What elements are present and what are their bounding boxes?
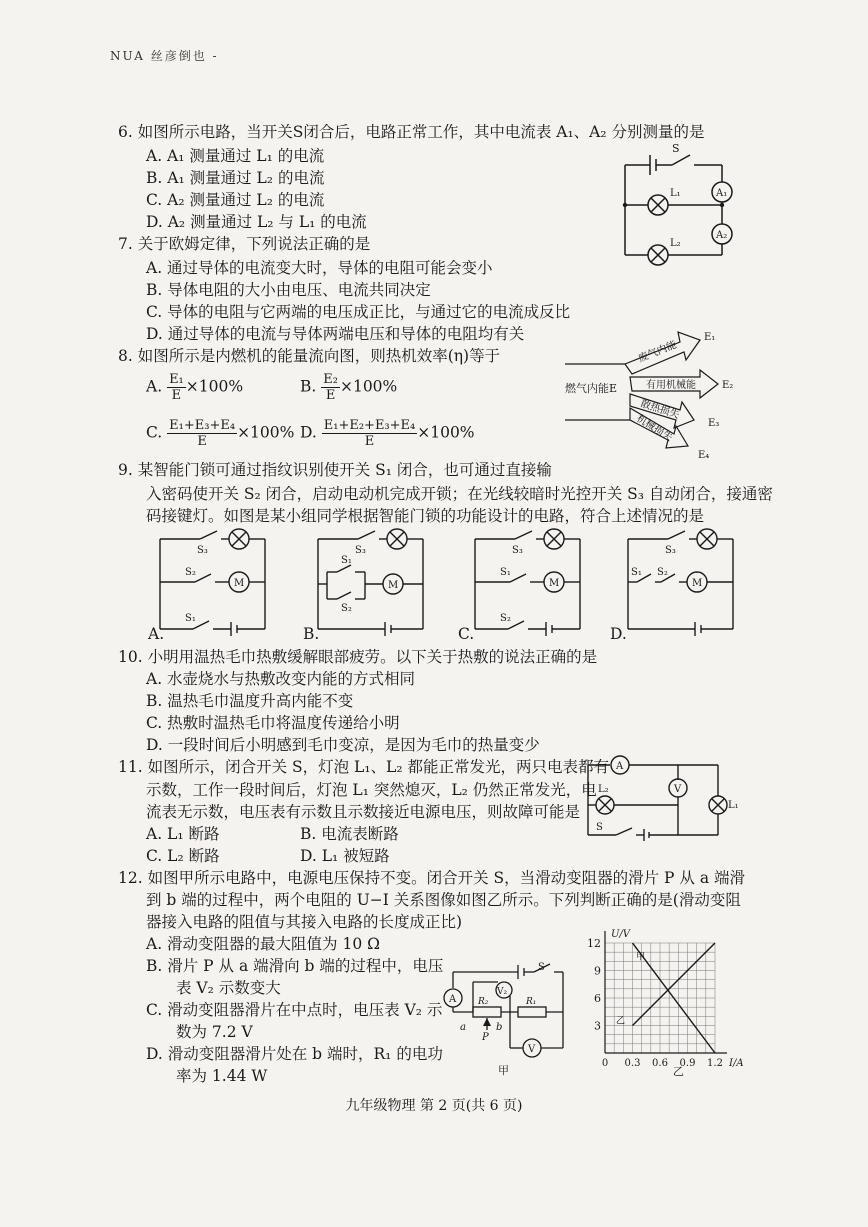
q6-fig-a1-label: A₁ xyxy=(716,188,728,199)
q10-option-d: D. 一段时间后小明感到毛巾变凉，是因为毛巾的热量变少 xyxy=(146,736,540,754)
q8-a-label: A. xyxy=(146,377,163,396)
q11-line1: 11. 如图所示，闭合开关 S，灯泡 L₁、L₂ 都能正常发光，两只电表都有 xyxy=(118,758,609,776)
q11-fig-ammeter: A xyxy=(616,761,624,772)
q12-option-d-line2: 率为 1.44 W xyxy=(176,1067,268,1085)
q8-fig-e3: E₃ xyxy=(708,418,720,429)
q12-option-d-line1: D. 滑动变阻器滑片处在 b 端时，R₁ 的电功 xyxy=(146,1045,443,1063)
x-tick-label: 0 xyxy=(601,1058,609,1069)
q9-option-b-label: B. xyxy=(303,625,320,643)
x-tick-label: 1.2 xyxy=(707,1058,723,1069)
q9-circuit-c xyxy=(460,527,590,642)
q11-line2: 示数，工作一段时间后，灯泡 L₁ 突然熄灭，L₂ 仍然正常发光，电 xyxy=(146,781,597,799)
q7-option-a: A. 通过导体的电流变大时，导体的电阻可能会变小 xyxy=(146,259,493,277)
q8-c-tail: ×100% xyxy=(237,423,295,442)
q11-fig-l1: L₁ xyxy=(728,800,739,811)
q12-option-a: A. 滑动变阻器的最大阻值为 10 Ω xyxy=(146,935,380,953)
q12-line3: 器接入电路的阻值与其接入电路的长度成正比) xyxy=(146,913,463,931)
q9c-s1: S₁ xyxy=(500,567,511,578)
q6-fig-a2-label: A₂ xyxy=(716,230,728,241)
q8-c-fraction xyxy=(167,418,237,449)
q12-jia-s: S xyxy=(538,962,545,973)
q8-d-label: D. xyxy=(300,423,317,442)
q12-jia-caption: 甲 xyxy=(498,1064,509,1077)
q8-a-fraction xyxy=(167,372,186,403)
q8-fig-source: 燃气内能E xyxy=(565,382,618,395)
q8-d-num: E₁+E₂+E₃+E₄ xyxy=(323,418,416,433)
q8-stem: 8. 如图所示是内燃机的能量流向图，则热机效率(η)等于 xyxy=(118,347,501,365)
q9b-s3: S₃ xyxy=(355,545,366,556)
q11-option-a: A. L₁ 断路 xyxy=(146,825,220,843)
page-footer: 九年级物理 第 2 页(共 6 页) xyxy=(345,1098,523,1114)
q12-line2: 到 b 端的过程中，两个电阻的 U−I 关系图像如图乙所示。下列判断正确的是(滑动变阻 xyxy=(146,891,741,909)
q9c-s2: S₂ xyxy=(500,613,511,624)
q8-b-num: E₂ xyxy=(323,372,338,387)
q8-d-tail: ×100% xyxy=(417,423,475,442)
q9-option-c-label: C. xyxy=(458,625,475,643)
q10-option-c: C. 热敷时温热毛巾将温度传递给小明 xyxy=(146,714,400,732)
q7-stem: 7. 关于欧姆定律，下列说法正确的是 xyxy=(118,235,371,253)
q9c-motor: M xyxy=(549,578,560,589)
q8-option-a xyxy=(146,372,243,403)
q9b-motor: M xyxy=(388,580,399,591)
q9-circuit-d xyxy=(613,527,743,642)
q8-fig-e3-text: 散热损失 xyxy=(639,398,681,422)
y-tick-label: 12 xyxy=(587,937,601,950)
q9-line2: 入密码使开关 S₂ 闭合，启动电动机完成开锁；在光线较暗时光控开关 S₃ 自动闭合，接通密 xyxy=(146,485,773,503)
x-tick-label: 0.9 xyxy=(679,1058,696,1069)
series-label-yi: 乙 xyxy=(616,1016,626,1027)
q9-line3: 码接键灯。如图是某小组同学根据智能门锁的功能设计的电路，符合上述情况的是 xyxy=(146,507,705,525)
q8-a-num: E₁ xyxy=(169,372,184,387)
q9-option-d-label: D. xyxy=(610,625,627,643)
q9a-s2: S₂ xyxy=(185,567,196,578)
q11-circuit-diagram xyxy=(578,750,738,845)
q8-d-den: E xyxy=(364,434,375,449)
q9-option-a-label: A. xyxy=(148,625,165,643)
q9c-s3: S₃ xyxy=(512,545,523,556)
y-tick-label: 3 xyxy=(594,1019,601,1033)
q9b-s2: S₂ xyxy=(341,603,352,614)
q10-stem: 10. 小明用温热毛巾热敷缓解眼部疲劳。以下关于热敷的说法正确的是 xyxy=(118,648,598,666)
q10-option-a: A. 水壶烧水与热敷改变内能的方式相同 xyxy=(146,670,416,688)
q12-jia-v2: V₂ xyxy=(497,987,508,997)
q11-line3: 流表无示数，电压表有示数且示数接近电源电压，则故障可能是 xyxy=(146,803,581,821)
q11-fig-s: S xyxy=(596,822,603,833)
q12-jia-ammeter: A xyxy=(449,994,457,1005)
q9d-s3: S₃ xyxy=(665,545,676,556)
q11-fig-voltmeter: V xyxy=(674,784,682,795)
q8-b-label: B. xyxy=(300,377,317,396)
q12-circuit-jia xyxy=(438,960,568,1080)
q12-jia-b-end: b xyxy=(496,1022,503,1033)
q7-option-d: D. 通过导体的电流与导体两端电压和导体的电阻均有关 xyxy=(146,325,525,343)
q6-stem: 6. 如图所示电路，当开关S闭合后，电路正常工作，其中电流表 A₁、A₂ 分别测量的是 xyxy=(118,123,705,141)
q9a-motor: M xyxy=(234,578,245,589)
q8-d-fraction xyxy=(322,418,417,449)
q9a-s3: S₃ xyxy=(197,545,208,556)
q9d-motor: M xyxy=(692,578,703,589)
chart-labels xyxy=(587,929,744,1078)
q9d-s2: S₂ xyxy=(657,567,668,578)
q8-fig-e4: E₄ xyxy=(698,450,710,461)
q11-fig-l2: L₂ xyxy=(598,784,609,795)
q7-option-c: C. 导体的电阻与它两端的电压成正比，与通过它的电流成反比 xyxy=(146,303,571,321)
q6-option-d: D. A₂ 测量通过 L₂ 与 L₁ 的电流 xyxy=(146,213,367,231)
x-tick-label: 0.3 xyxy=(624,1058,641,1069)
y-tick-label: 9 xyxy=(594,964,601,978)
chart-caption: 乙 xyxy=(672,1065,684,1078)
y-axis-label: U/V xyxy=(611,929,631,940)
q10-option-b: B. 温热毛巾温度升高内能不变 xyxy=(146,692,354,710)
q12-jia-a-end: a xyxy=(460,1022,466,1033)
q12-option-c-line2: 数为 7.2 V xyxy=(176,1023,253,1041)
q12-option-b-line1: B. 滑片 P 从 a 端滑向 b 端的过程中，电压 xyxy=(146,957,444,975)
q6-fig-l2-label: L₂ xyxy=(670,238,681,249)
q12-chart-yi xyxy=(575,925,744,1078)
x-tick-label: 0.6 xyxy=(652,1058,668,1069)
q8-fig-e1: E₁ xyxy=(704,332,716,343)
q9d-s1: S₁ xyxy=(631,567,642,578)
q8-option-b xyxy=(300,372,397,403)
q7-option-b: B. 导体电阻的大小由电压、电流共同决定 xyxy=(146,281,431,299)
q12-jia-p: P xyxy=(482,1032,489,1043)
q12-option-c-line1: C. 滑动变阻器滑片在中点时，电压表 V₂ 示 xyxy=(146,1001,443,1019)
q8-a-den: E xyxy=(171,388,182,403)
q6-option-c: C. A₂ 测量通过 L₂ 的电流 xyxy=(146,191,325,209)
x-axis-label: I/A xyxy=(729,1058,744,1069)
q12-jia-r2: R₂ xyxy=(478,997,489,1007)
series-label-jia: 甲 xyxy=(636,952,646,963)
q6-option-a: A. A₁ 测量通过 L₁ 的电流 xyxy=(146,147,325,165)
q8-fig-e2-text: 有用机械能 xyxy=(646,380,696,391)
q6-circuit-diagram xyxy=(610,140,750,270)
q8-a-tail: ×100% xyxy=(185,377,244,396)
header-scrap: NUA 丝彦倒也 - xyxy=(110,49,219,63)
q8-option-d xyxy=(300,418,475,449)
q6-fig-l1-label: L₁ xyxy=(670,188,681,199)
q12-option-b-line2: 表 V₂ 示数变大 xyxy=(176,979,281,997)
q8-c-den: E xyxy=(197,434,207,449)
q8-fig-e2: E₂ xyxy=(722,380,734,391)
q8-b-tail: ×100% xyxy=(339,377,398,396)
q12-line1: 12. 如图甲所示电路中，电源电压保持不变。闭合开关 S，当滑动变阻器的滑片 P 从 a 端滑 xyxy=(118,869,746,887)
q11-option-d: D. L₁ 被短路 xyxy=(300,847,390,865)
q12-jia-r1: R₁ xyxy=(526,997,537,1007)
q8-energy-flow-diagram xyxy=(560,322,740,462)
q12-jia-v1: V xyxy=(528,1044,536,1055)
q8-c-label: C. xyxy=(146,423,163,442)
y-tick-label: 6 xyxy=(594,992,601,1005)
q9b-s1: S₁ xyxy=(341,555,352,566)
q9a-s1: S₁ xyxy=(185,613,196,624)
q11-option-b: B. 电流表断路 xyxy=(300,825,399,843)
q8-b-den: E xyxy=(325,388,336,403)
q6-option-b: B. A₁ 测量通过 L₂ 的电流 xyxy=(146,169,325,187)
q9-circuit-b xyxy=(303,527,433,642)
q8-b-fraction xyxy=(321,372,340,403)
q9-line1: 9. 某智能门锁可通过指纹识别使开关 S₁ 闭合，也可通过直接输 xyxy=(118,461,552,479)
q8-option-c xyxy=(146,418,294,449)
q9-circuit-a xyxy=(145,527,275,642)
q8-fig-e1-text: 废气内能 xyxy=(637,339,679,365)
q8-c-num: E₁+E₃+E₄ xyxy=(169,418,236,433)
q8-fig-e4-text: 机械损失 xyxy=(634,413,675,444)
q6-fig-s-label: S xyxy=(672,142,680,155)
q11-option-c: C. L₂ 断路 xyxy=(146,847,220,865)
